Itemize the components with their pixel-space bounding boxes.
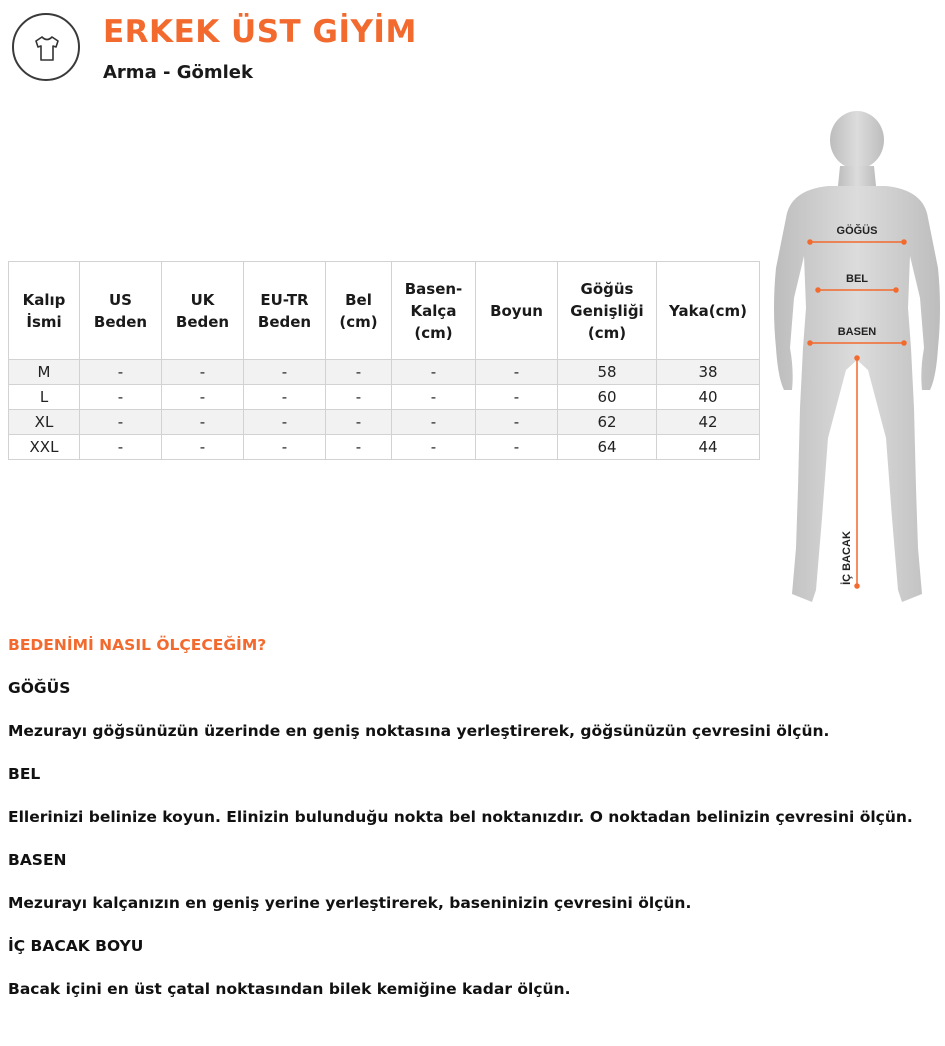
section-text: Bacak içini en üst çatal noktasından bilek kemiğine kadar ölçün. (8, 980, 571, 998)
table-cell: - (476, 435, 558, 460)
product-subtitle: Arma - Gömlek (103, 62, 253, 83)
table-cell: - (162, 360, 244, 385)
hip-label: BASEN (837, 326, 877, 338)
table-row (9, 410, 760, 435)
section-text: Mezurayı göğsünüzün üzerinde en geniş noktasına yerleştirerek, göğsünüzün çevresini ölçün. (8, 722, 830, 740)
column-header: Bel (cm) (326, 262, 392, 360)
table-cell: M (9, 360, 80, 385)
table-cell: - (244, 385, 326, 410)
section-heading: BEL (8, 765, 41, 783)
table-cell: 62 (558, 410, 657, 435)
table-cell: - (326, 385, 392, 410)
page-title: ERKEK ÜST GİYİM (103, 14, 417, 50)
section-heading: GÖĞÜS (8, 679, 71, 697)
body-measurement-figure (770, 108, 945, 608)
column-header: Basen-Kalça (cm) (392, 262, 476, 360)
table-cell: - (80, 360, 162, 385)
waist-label: BEL (846, 273, 868, 285)
tshirt-icon (12, 13, 80, 81)
column-header: US Beden (80, 262, 162, 360)
measurement-guide (8, 634, 938, 1021)
chest-label: GÖĞÜS (836, 225, 878, 237)
table-cell: - (392, 360, 476, 385)
table-cell: - (476, 360, 558, 385)
table-cell: - (476, 385, 558, 410)
table-cell: XXL (9, 435, 80, 460)
section-heading: BASEN (8, 851, 67, 869)
table-cell: 44 (657, 435, 760, 460)
column-header: EU-TR Beden (244, 262, 326, 360)
section-text: Mezurayı kalçanızın en geniş yerine yerleştirerek, baseninizin çevresini ölçün. (8, 894, 692, 912)
size-table (8, 261, 760, 460)
section-text: Ellerinizi belinize koyun. Elinizin bulunduğu nokta bel noktanızdır. O noktadan belinizin çevresini ölçün. (8, 808, 913, 826)
table-cell: - (392, 435, 476, 460)
table-cell: XL (9, 410, 80, 435)
table-cell: - (80, 435, 162, 460)
table-cell: - (162, 435, 244, 460)
table-cell: - (326, 435, 392, 460)
table-cell: - (244, 435, 326, 460)
table-cell: 38 (657, 360, 760, 385)
column-header: Boyun (476, 262, 558, 360)
column-header: Yaka(cm) (657, 262, 760, 360)
table-header-row (9, 262, 760, 360)
table-cell: - (162, 385, 244, 410)
column-header: UK Beden (162, 262, 244, 360)
table-cell: - (392, 385, 476, 410)
table-cell: - (80, 385, 162, 410)
table-row (9, 360, 760, 385)
table-cell: 64 (558, 435, 657, 460)
inseam-label: İÇ BACAK (841, 531, 853, 585)
table-cell: 40 (657, 385, 760, 410)
table-cell: 58 (558, 360, 657, 385)
table-cell: 42 (657, 410, 760, 435)
table-row (9, 385, 760, 410)
guide-title: BEDENİMİ NASIL ÖLÇECEĞİM? (8, 636, 267, 654)
table-cell: - (244, 360, 326, 385)
table-cell: - (244, 410, 326, 435)
table-cell: - (326, 360, 392, 385)
table-cell: L (9, 385, 80, 410)
table-cell: - (392, 410, 476, 435)
table-cell: - (476, 410, 558, 435)
column-header: Göğüs Genişliği (cm) (558, 262, 657, 360)
table-cell: - (326, 410, 392, 435)
table-row (9, 435, 760, 460)
table-cell: - (80, 410, 162, 435)
column-header: Kalıp İsmi (9, 262, 80, 360)
section-heading: İÇ BACAK BOYU (8, 937, 144, 955)
table-cell: 60 (558, 385, 657, 410)
table-cell: - (162, 410, 244, 435)
